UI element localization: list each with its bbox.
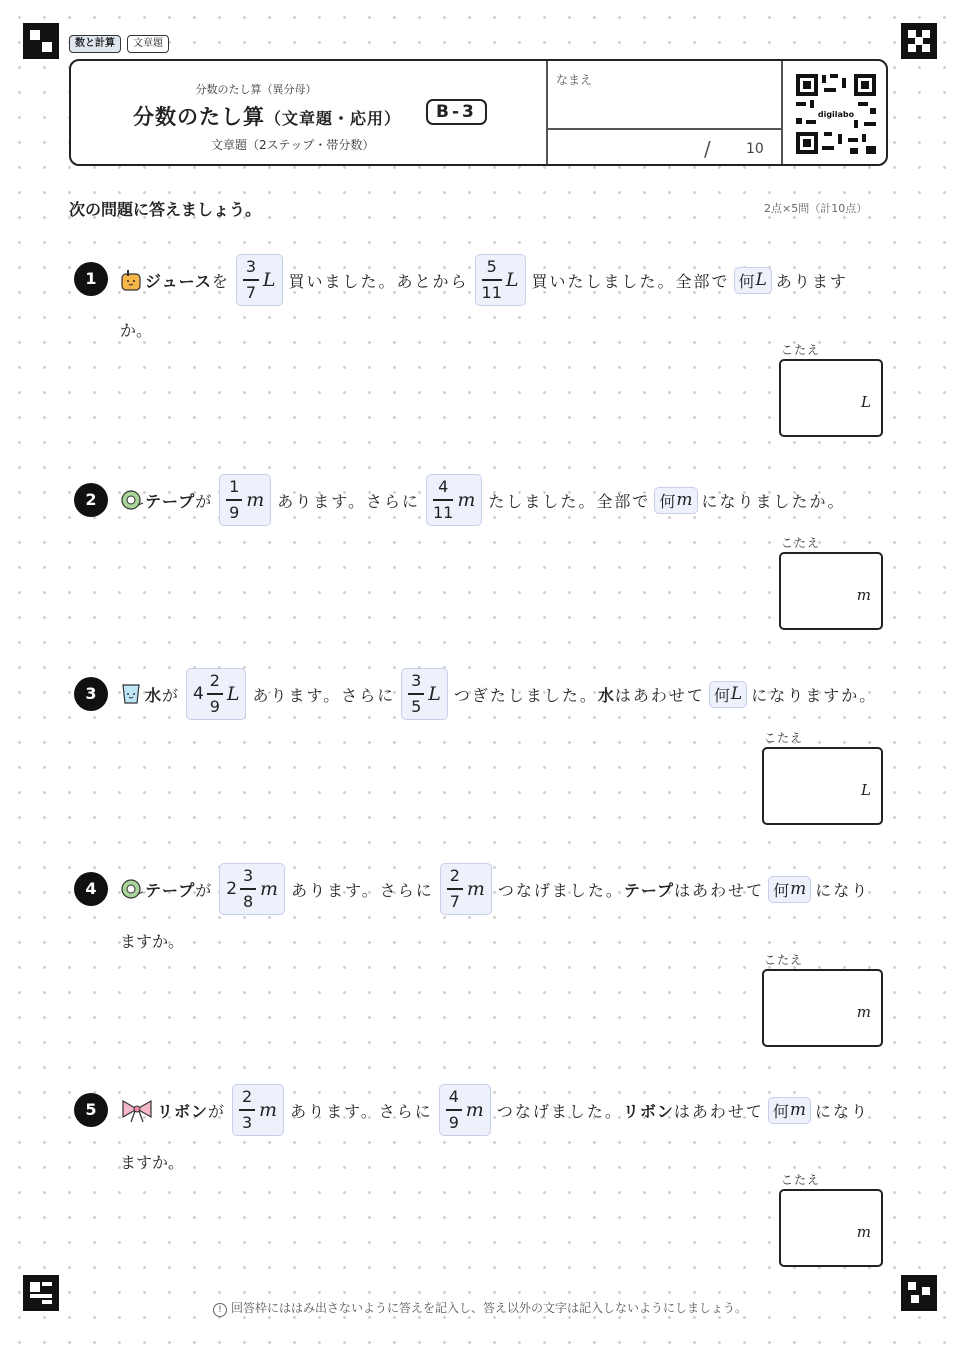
subject-juice: ジュース — [145, 271, 212, 291]
answer-box-5[interactable]: m — [779, 1189, 883, 1267]
question-number-4: 4 — [74, 872, 108, 906]
header-description: 文章題（2ステップ・帯分数） — [211, 138, 375, 152]
fraction-box: 2 7 m — [440, 863, 492, 915]
header-divider-qr — [781, 61, 783, 164]
ribbon-icon — [120, 1099, 154, 1121]
page-title: 分数のたし算（文章題・応用） — [133, 105, 402, 129]
text-part: あります。さらに — [291, 880, 434, 900]
instruction: 次の問題に答えましょう。 — [69, 200, 262, 219]
text-part: あります。さらに — [277, 491, 420, 511]
question-4-continuation: ますか。 — [120, 932, 185, 951]
text-part: あります。さらに — [290, 1101, 433, 1121]
fraction-box: 4 9 m — [439, 1084, 491, 1136]
question-number-1: 1 — [74, 262, 108, 296]
text-part: つぎたしました。 — [453, 685, 598, 705]
subject-ribbon-repeat: リボン — [622, 1101, 674, 1121]
question-1-text — [120, 253, 848, 307]
question-5-continuation: ますか。 — [120, 1153, 185, 1172]
tape-icon — [120, 878, 142, 900]
question-4-text — [120, 862, 869, 916]
subject-water: 水 — [145, 685, 163, 705]
category-tags — [69, 35, 169, 53]
worksheet-header — [69, 59, 888, 166]
subject-water-repeat: 水 — [597, 685, 615, 705]
fraction-box: 2 3 m — [232, 1084, 284, 1136]
score-slash: / — [704, 137, 711, 161]
question-1-continuation: か。 — [120, 321, 153, 340]
text-part: つなげました。 — [497, 880, 624, 900]
text-part: はあわせて — [614, 685, 705, 705]
text-part: あります。さらに — [252, 685, 396, 705]
header-subtitle: 分数のたし算（異分母） — [195, 83, 317, 96]
water-glass-icon — [120, 683, 142, 705]
text-part: あります — [775, 271, 848, 291]
text-part: になり — [815, 1101, 870, 1121]
answer-label-5: こたえ — [781, 1173, 821, 1187]
qr-caption: digilabo — [817, 110, 855, 119]
header-divider — [546, 61, 548, 164]
header-title-area — [71, 61, 546, 164]
subject-tape: テープ — [145, 880, 196, 900]
answer-box-3[interactable]: L — [762, 747, 883, 825]
text-part: が — [195, 880, 214, 900]
fraction-box: 5 11 L — [475, 254, 526, 306]
corner-marker-top-left — [23, 23, 59, 59]
text-part: が — [195, 491, 214, 511]
tag-type: 文章題 — [127, 35, 169, 53]
qr-code-icon — [794, 72, 878, 156]
question-2-text — [120, 473, 846, 527]
question-number-3: 3 — [74, 677, 108, 711]
name-field-underline — [548, 128, 781, 130]
name-field-label: なまえ — [556, 73, 593, 87]
subject-tape-repeat: テープ — [623, 880, 675, 900]
question-number-2: 2 — [74, 483, 108, 517]
text-part: はあわせて — [674, 880, 765, 900]
points-info: 2点×5問（計10点） — [764, 202, 868, 215]
text-part: たしました。全部で — [488, 491, 651, 511]
tape-icon — [120, 489, 142, 511]
text-part: つなげました。 — [496, 1101, 623, 1121]
text-part: 買いました。あとから — [288, 271, 469, 291]
footer-text: 回答枠にははみ出さないように答えを記入し、答え以外の文字は記入しないようにしましょう。 — [230, 1301, 747, 1315]
question-highlight: 何 L — [734, 267, 772, 294]
fraction-box: 1 9 m — [219, 474, 271, 526]
answer-label-1: こたえ — [781, 343, 821, 357]
text-part: を — [211, 271, 230, 291]
question-number-5: 5 — [74, 1093, 108, 1127]
info-icon: ! — [213, 1303, 227, 1317]
question-highlight: 何 m — [768, 876, 811, 903]
mixed-fraction-box: 2 3 8 m — [219, 863, 285, 915]
question-highlight: 何 m — [654, 487, 697, 514]
mixed-fraction-box: 4 2 9 L — [186, 668, 246, 720]
text-part: が — [208, 1101, 227, 1121]
fraction-box: 3 5 L — [401, 668, 448, 720]
answer-box-2[interactable]: m — [779, 552, 883, 630]
juice-icon — [120, 269, 142, 291]
question-3-text — [120, 667, 877, 721]
answer-label-2: こたえ — [781, 536, 821, 550]
text-part: になり — [815, 880, 870, 900]
answer-label-3: こたえ — [764, 731, 804, 745]
answer-label-4: こたえ — [764, 953, 804, 967]
text-part: 買いたしました。全部で — [531, 271, 730, 291]
question-highlight: 何 L — [709, 681, 747, 708]
text-part: になりますか。 — [751, 685, 878, 705]
question-5-text — [120, 1083, 869, 1137]
answer-box-4[interactable]: m — [762, 969, 883, 1047]
level-badge: B-3 — [426, 99, 487, 125]
text-part: になりましたか。 — [701, 491, 846, 511]
subject-tape: テープ — [145, 491, 196, 511]
corner-marker-top-right — [901, 23, 937, 59]
score-total: 10 — [746, 141, 764, 157]
footer-note — [0, 1299, 960, 1317]
text-part: はあわせて — [673, 1101, 764, 1121]
question-highlight: 何 m — [768, 1097, 811, 1124]
fraction-box: 3 7 L — [236, 254, 283, 306]
answer-box-1[interactable]: L — [779, 359, 883, 437]
text-part: が — [162, 685, 181, 705]
tag-category: 数と計算 — [69, 35, 121, 53]
subject-ribbon: リボン — [157, 1101, 209, 1121]
fraction-box: 4 11 m — [426, 474, 482, 526]
